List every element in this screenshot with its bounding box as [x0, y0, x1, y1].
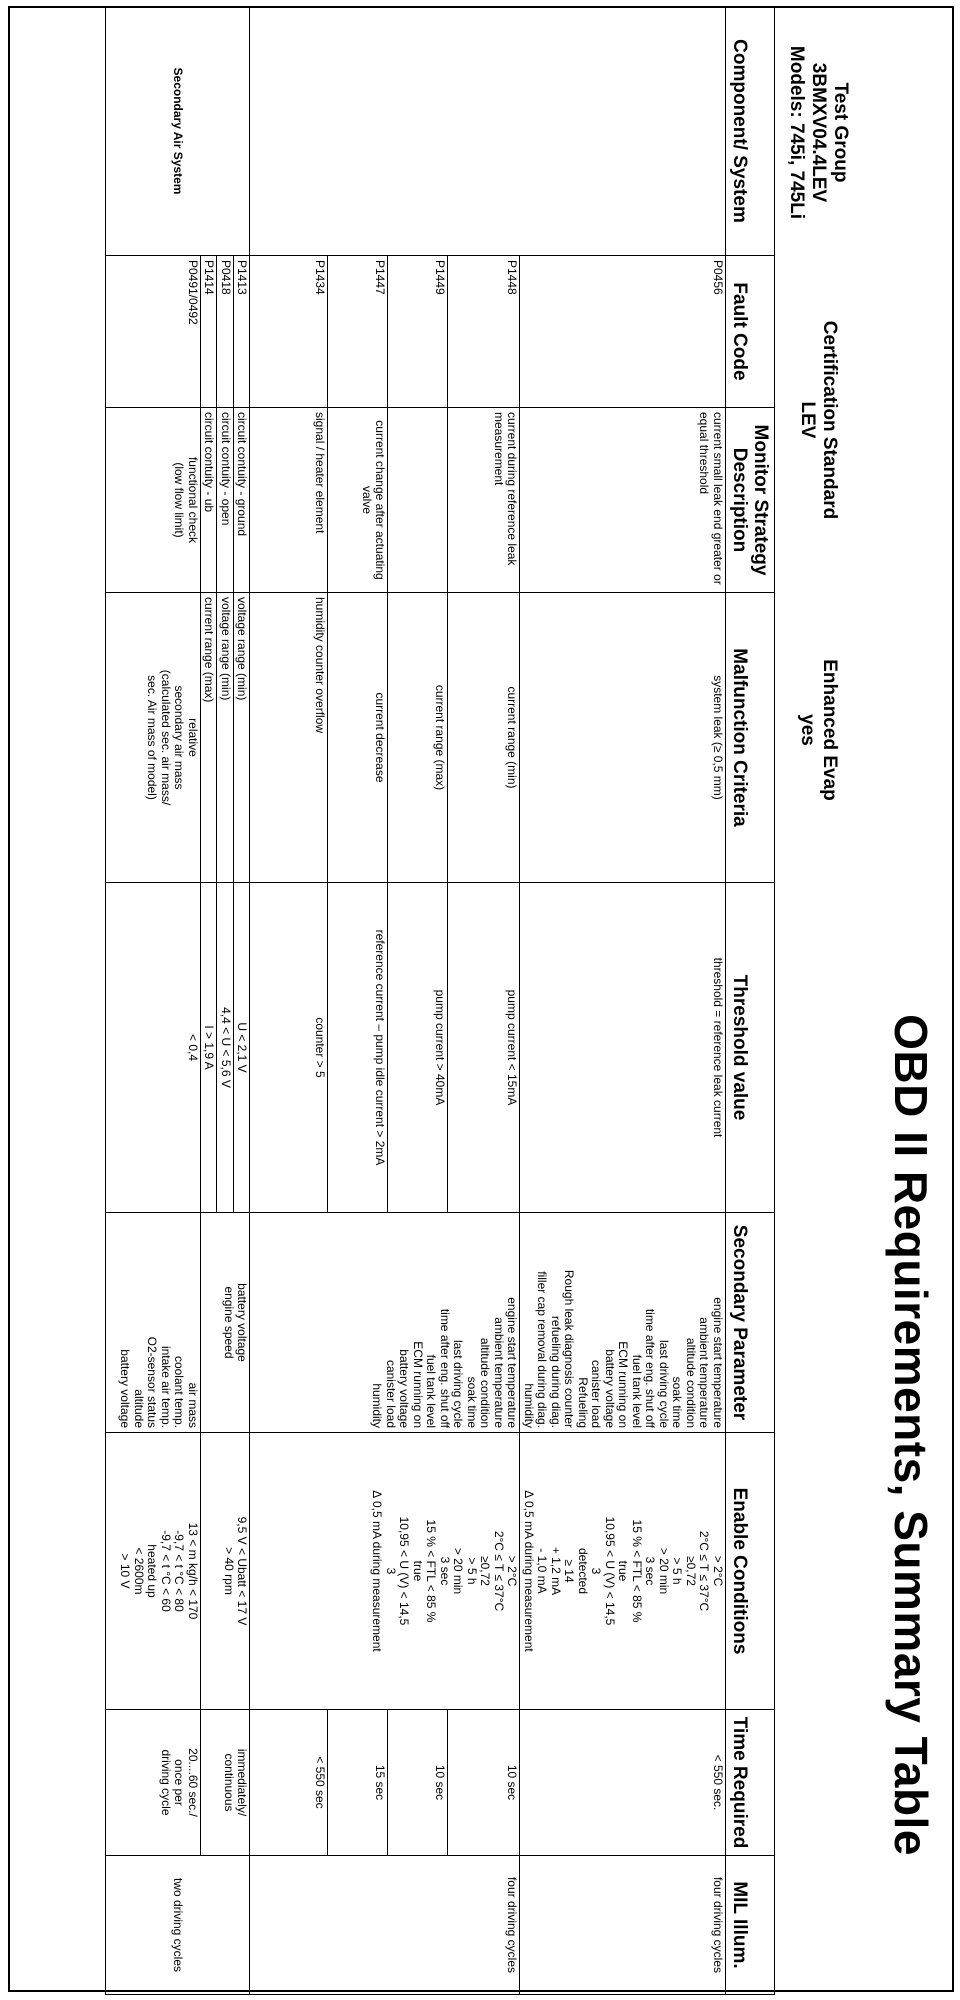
monitor-cell: signal / heater element: [250, 408, 328, 593]
fault-code-cell: P1414: [201, 256, 218, 408]
col-mil-illum: MIL Illum.: [726, 1856, 775, 1995]
enable-conditions-cell: 13 < m kg/h < 170 -9,7 < t °C < 80 -9,7 < t °C < 60 heated up < 2600m > 10 V: [106, 1433, 201, 1710]
models-label: Models: 745i, 745Li: [786, 45, 807, 220]
secondary-param-cell: air mass coolant temp. intake air temp. O2-sensor status altitude battery voltage: [106, 1213, 201, 1433]
malfunction-cell: current range (max): [201, 593, 218, 883]
monitor-cell: functional check (low flow limit): [106, 408, 201, 593]
malfunction-cell: current decrease: [328, 593, 388, 883]
fault-code-cell: P1448: [448, 256, 520, 408]
col-secondary-parameter: Secondary Parameter: [726, 1213, 775, 1433]
threshold-cell: 4,4 < U < 5,6 V: [217, 883, 234, 1213]
threshold-cell: I > 1,9 A: [201, 883, 218, 1213]
col-threshold-value: Threshold value: [726, 883, 775, 1213]
enhanced-evap-label: Enhanced Evap: [819, 659, 840, 801]
test-group-value: 3BMXV04.4LEV: [808, 62, 829, 203]
time-cell: < 550 sec.: [520, 1710, 726, 1856]
col-fault-code: Fault Code: [726, 256, 775, 408]
obd-summary-table: [105, 6, 775, 1995]
time-cell: 10 sec: [388, 1710, 448, 1856]
threshold-cell: counter > 5: [250, 883, 328, 1213]
col-monitor-strategy: Monitor Strategy Description: [726, 408, 775, 593]
table-row-p0456: [520, 7, 726, 1995]
fault-code-cell: P1449: [388, 256, 448, 408]
malfunction-cell: voltage range (min): [217, 593, 234, 883]
enhanced-evap-block: [768, 585, 868, 875]
fault-code-cell: P0456: [520, 256, 726, 408]
malfunction-cell: relative secondary air mass (calculated sec. air mass/ sec. Air mass of model): [106, 593, 201, 883]
table-row-p0491: [106, 7, 201, 1995]
fault-code-cell: P1434: [250, 256, 328, 408]
table-row-p1413: [234, 7, 251, 1995]
monitor-cell: circuit contuity - ground: [234, 408, 251, 593]
threshold-cell: pump current > 40mA: [388, 883, 448, 1213]
time-cell: 10 sec: [448, 1710, 520, 1856]
mil-cell: two driving cycles: [106, 1856, 251, 1995]
page-title: OBD II Requirements, Summary Table: [885, 1014, 937, 1856]
monitor-cell: circuit contuity - ub: [201, 408, 218, 593]
malfunction-cell: current range (min): [448, 593, 520, 883]
secondary-param-cell: engine start temperature ambient temperature altitude condition soak time last driving cycle time after eng. shut off fuel tank level ECM running on battery voltage canister load Refueling Rough leak diagnosis counter refueling during diag. filler cap removal during diag. humidity: [520, 1213, 726, 1433]
enhanced-evap-value: yes: [797, 714, 818, 746]
time-cell: 15 sec: [328, 1710, 388, 1856]
fault-code-cell: P1413: [234, 256, 251, 408]
malfunction-cell: current range (max): [388, 593, 448, 883]
time-cell: 20....60 sec./ once per driving cycle: [106, 1710, 201, 1856]
col-enable-conditions: Enable Conditions: [726, 1433, 775, 1710]
test-group-block: [768, 10, 868, 255]
enable-conditions-cell: > 2°C 2°C ≤ T ≤ 37°C ≥0,72 > 5 h > 20 min 3 sec 15 % < FTL < 85 % true 10,95 < U (V) < 14,5 3 Δ 0,5 mA during measurement: [250, 1433, 520, 1710]
secondary-param-cell: battery voltage engine speed: [201, 1213, 251, 1433]
monitor-cell: current change after actuating valve: [328, 408, 388, 593]
monitor-cell: current small leak end greater or equal threshold: [520, 408, 726, 593]
test-group-label: Test Group: [830, 82, 851, 183]
threshold-cell: pump current < 15mA: [448, 883, 520, 1213]
fault-code-cell: P1447: [328, 256, 388, 408]
mil-cell: four driving cycles: [250, 1856, 520, 1995]
threshold-cell: < 0,4: [106, 883, 201, 1213]
cert-standard-label: Certification Standard: [819, 320, 840, 520]
threshold-cell: threshold = reference leak current: [520, 883, 726, 1213]
time-cell: < 550 sec: [250, 1710, 328, 1856]
col-malfunction-criteria: Malfunction Criteria: [726, 593, 775, 883]
mil-cell: four driving cycles: [520, 1856, 726, 1995]
secondary-param-cell: engine start temperature ambient temperature altitude condition soak time last driving cycle time after eng. shut off fuel tank level ECM running on battery voltage canister load humidity: [250, 1213, 520, 1433]
time-cell: immediately/ continuous: [201, 1710, 251, 1856]
monitor-cell: circuit contuity - open: [217, 408, 234, 593]
malfunction-cell: humidity counter overflow: [250, 593, 328, 883]
header-row: [726, 7, 775, 1995]
enable-conditions-cell: > 2°C 2°C ≤ T ≤ 37°C ≥0,72 > 5 h > 20 min 3 sec 15 % < FTL < 85 % true 10,95 < U (V) < 14,5 3 detected ≥ 14 + 1,2 mA - 1,0 mA Δ 0,5 mA during measurement: [520, 1433, 726, 1710]
component-cell-evap: [250, 7, 726, 256]
component-cell-secondary-air: Secondary Air System: [106, 7, 251, 256]
monitor-cell: current during reference leak measurement: [448, 408, 520, 593]
threshold-cell: U < 2,1 V: [234, 883, 251, 1213]
cert-standard-value: LEV: [797, 401, 818, 439]
col-time-required: Time Required: [726, 1710, 775, 1856]
col-component: Component/ System: [726, 7, 775, 256]
fault-code-cell: P0491/0492: [106, 256, 201, 408]
threshold-cell: reference current – pump idle current > 2mA: [328, 883, 388, 1213]
malfunction-cell: voltage range (min): [234, 593, 251, 883]
malfunction-cell: system leak (≥ 0,5 mm): [520, 593, 726, 883]
fault-code-cell: P0418: [217, 256, 234, 408]
monitor-cell: [388, 408, 448, 593]
enable-conditions-cell: 9,5 V < Ubatt < 17 V > 40 rpm: [201, 1433, 251, 1710]
cert-standard-block: [768, 255, 868, 585]
table-row-p1448: [448, 7, 520, 1995]
